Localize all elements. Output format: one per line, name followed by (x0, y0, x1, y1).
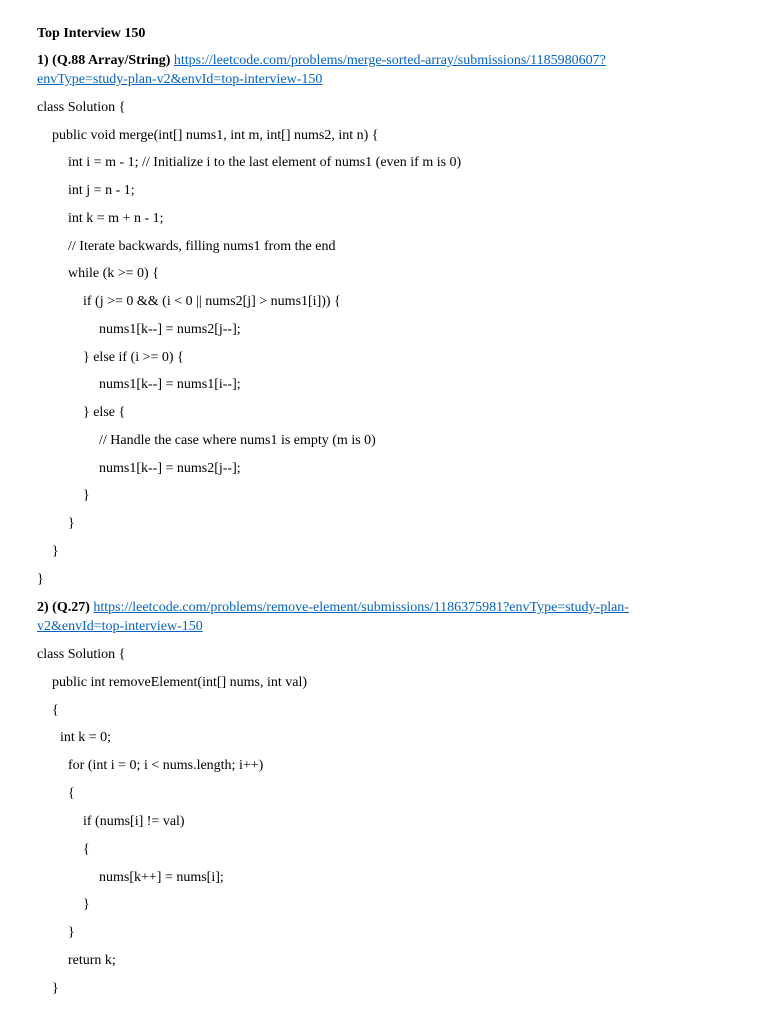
q1-code-line: } (37, 572, 44, 587)
q1-link-part1[interactable]: https://leetcode.com/problems/merge-sorted-array/submissions/1185980607? (173, 53, 606, 68)
q1-code-line: } (83, 488, 90, 503)
q1-link-part2[interactable]: envType=study-plan-v2&envId=top-interview-150 (37, 72, 323, 87)
q1-code-line: nums1[k--] = nums2[j--]; (99, 461, 241, 476)
q1-code-line: while (k >= 0) { (68, 266, 159, 281)
q1-code-line: if (j >= 0 && (i < 0 || nums2[j] > nums1[i])) { (83, 294, 341, 309)
q2-code-line: class Solution { (37, 647, 126, 662)
q1-code-line: nums1[k--] = nums1[i--]; (99, 377, 241, 392)
q2-link-part2[interactable]: v2&envId=top-interview-150 (37, 619, 203, 634)
q1-code-line: // Iterate backwards, filling nums1 from the end (68, 239, 336, 254)
q1-code-line: int k = m + n - 1; (68, 211, 164, 226)
q1-code-line: } (52, 544, 59, 559)
q2-code-line: { (52, 703, 59, 718)
q2-code-line: return k; (68, 953, 116, 968)
q1-code-line: } else if (i >= 0) { (83, 350, 184, 365)
q2-code-line: } (68, 925, 75, 940)
q2-code-line: int k = 0; (60, 730, 112, 745)
q1-heading: 1) (Q.88 Array/String) (37, 53, 171, 68)
q2-heading-line (37, 599, 629, 617)
q2-code-line: { (68, 786, 75, 801)
q1-code-line: } (68, 516, 75, 531)
q1-code-line: class Solution { (37, 100, 126, 115)
q1-code-line: int j = n - 1; (68, 183, 135, 198)
q2-code-line: public int removeElement(int[] nums, int val) (52, 675, 308, 690)
q2-code-line: if (nums[i] != val) (83, 814, 185, 829)
q2-code-line: for (int i = 0; i < nums.length; i++) (68, 758, 264, 773)
q1-code-line: nums1[k--] = nums2[j--]; (99, 322, 241, 337)
q1-heading-line (37, 52, 606, 70)
q2-code-line: } (52, 981, 59, 996)
q2-code-line: } (83, 897, 90, 912)
q2-link-part1[interactable]: https://leetcode.com/problems/remove-element/submissions/1186375981?envType=study-plan- (93, 600, 629, 615)
q2-heading: 2) (Q.27) (37, 600, 90, 615)
q2-code-line: { (83, 842, 90, 857)
q2-code-line: nums[k++] = nums[i]; (99, 870, 224, 885)
q1-code-line: public void merge(int[] nums1, int m, int[] nums2, int n) { (52, 128, 379, 143)
document-title: Top Interview 150 (37, 26, 146, 41)
q1-code-line: // Handle the case where nums1 is empty (m is 0) (99, 433, 376, 448)
q1-code-line: } else { (83, 405, 126, 420)
q1-code-line: int i = m - 1; // Initialize i to the last element of nums1 (even if m is 0) (68, 155, 462, 170)
